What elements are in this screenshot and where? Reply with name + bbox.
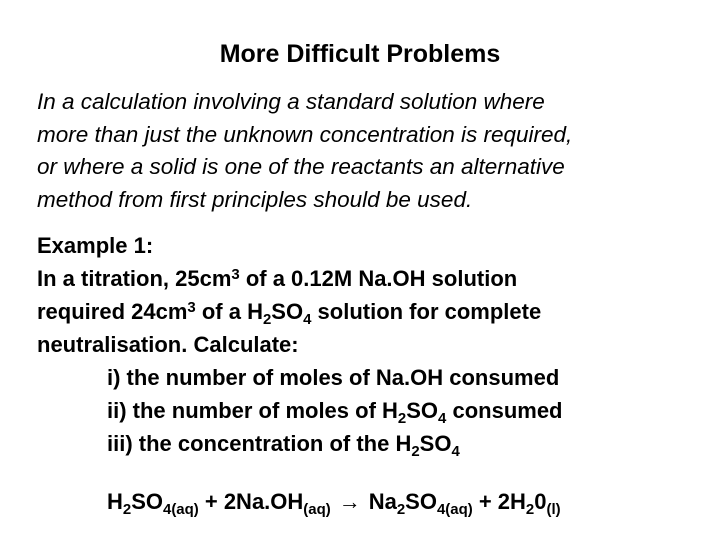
text-run: consumed	[446, 398, 563, 423]
text-run: + 2Na.OH	[198, 489, 304, 514]
text-run: In a titration, 25cm	[37, 266, 232, 291]
question-item-iii	[37, 427, 687, 460]
example-heading: Example 1:	[37, 233, 154, 258]
text-run: ii) the number of moles of H	[107, 398, 398, 423]
superscript: 3	[187, 298, 196, 316]
subscript: 2	[262, 310, 272, 328]
intro-paragraph	[37, 86, 687, 216]
text-run: + 2H	[472, 489, 526, 514]
text-run: of a H	[195, 299, 263, 324]
subscript: 2	[122, 500, 132, 518]
subscript: 2	[411, 442, 420, 460]
text-run: SO	[405, 489, 437, 514]
slide-title: More Difficult Problems	[219, 40, 501, 68]
subscript: 4	[451, 442, 460, 460]
subscript: 4(aq)	[436, 500, 473, 518]
reaction-arrow-icon: →	[338, 489, 361, 514]
text-run: SO	[271, 299, 304, 324]
text-run: required 24cm	[37, 299, 188, 324]
intro-line: or where a solid is one of the reactants an alternative	[37, 154, 565, 179]
text-run: 0	[534, 489, 547, 514]
text-run: solution for complete	[311, 299, 542, 324]
text-run: SO	[419, 431, 452, 456]
example-line-3: neutralisation. Calculate:	[37, 332, 299, 357]
text-run: SO	[131, 489, 164, 514]
subscript: 2	[525, 500, 535, 518]
question-item-i: i) the number of moles of Na.OH consumed	[107, 365, 560, 390]
question-item-ii	[37, 394, 687, 427]
text-run: iii) the concentration of the H	[107, 431, 412, 456]
text-run: of a 0.12M Na.OH solution	[239, 266, 518, 291]
text-run: SO	[406, 398, 439, 423]
text-run: Na	[368, 489, 397, 514]
intro-line: method from first principles should be used.	[37, 186, 473, 212]
superscript: 3	[231, 265, 240, 283]
intro-line: In a calculation involving a standard solution where	[37, 89, 545, 114]
subscript: 4	[303, 310, 312, 328]
subscript: 2	[397, 409, 407, 427]
subscript: 4	[438, 409, 447, 427]
subscript: 2	[396, 500, 406, 518]
chemical-equation	[107, 486, 561, 518]
example-line-1	[37, 262, 687, 295]
example-line-2	[37, 295, 687, 328]
subscript: (l)	[546, 500, 561, 518]
text-run: H	[107, 489, 123, 514]
example-block	[37, 229, 687, 460]
intro-line: more than just the unknown concentration is required,	[37, 121, 573, 147]
subscript: 4(aq)	[163, 500, 199, 518]
subscript: (aq)	[303, 500, 331, 518]
